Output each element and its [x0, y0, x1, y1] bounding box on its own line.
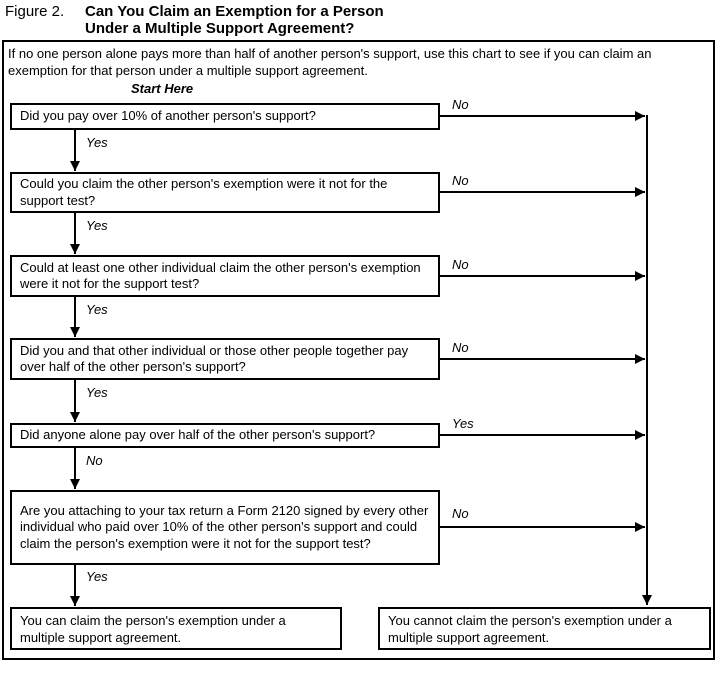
figure-label: Figure 2. [5, 3, 65, 20]
side-label-1: No [452, 97, 469, 112]
figure-title-line1: Can You Claim an Exemption for a Person [85, 3, 384, 20]
down-label-4: Yes [86, 385, 108, 400]
question-box-1 [10, 103, 440, 130]
side-label-3: No [452, 257, 469, 272]
result-text-can-claim: You can claim the person's exemption under a multiple support agreement. [20, 613, 286, 645]
side-label-2: No [452, 173, 469, 188]
down-label-5: No [86, 453, 103, 468]
question-box-2 [10, 172, 440, 213]
question-box-4 [10, 338, 440, 380]
intro-text: If no one person alone pays more than half of another person's support, use this chart to see if you can claim an exemption for that person under a multiple support agreement. [8, 46, 652, 78]
down-label-1: Yes [86, 135, 108, 150]
question-text-4: Did you and that other individual or those other people together pay over half of the other person's support? [20, 342, 409, 374]
result-box-cannot-claim [378, 607, 711, 650]
down-label-3: Yes [86, 302, 108, 317]
side-label-5: Yes [452, 416, 474, 431]
side-label-6: No [452, 506, 469, 521]
question-text-1: Did you pay over 10% of another person's support? [20, 108, 316, 124]
result-text-cannot-claim: You cannot claim the person's exemption under a multiple support agreement. [388, 613, 672, 645]
question-text-2: Could you claim the other person's exemption were it not for the support test? [20, 176, 388, 208]
question-text-3: Could at least one other individual claim the other person's exemption were it not for the support test? [20, 259, 421, 291]
question-text-6: Are you attaching to your tax return a Form 2120 signed by every other individual who paid over 10% of the other person's support and could claim the person's exemption were it not for the support test? [20, 502, 429, 551]
start-here-label: Start Here [131, 81, 194, 96]
result-box-can-claim [10, 607, 342, 650]
question-text-5: Did anyone alone pay over half of the other person's support? [20, 427, 376, 443]
question-box-3 [10, 255, 440, 297]
side-label-4: No [452, 340, 469, 355]
question-box-5 [10, 423, 440, 448]
figure-title [85, 3, 384, 37]
question-box-6 [10, 490, 440, 565]
figure-title-line2: Under a Multiple Support Agreement? [85, 20, 355, 37]
down-label-2: Yes [86, 218, 108, 233]
down-label-6: Yes [86, 569, 108, 584]
